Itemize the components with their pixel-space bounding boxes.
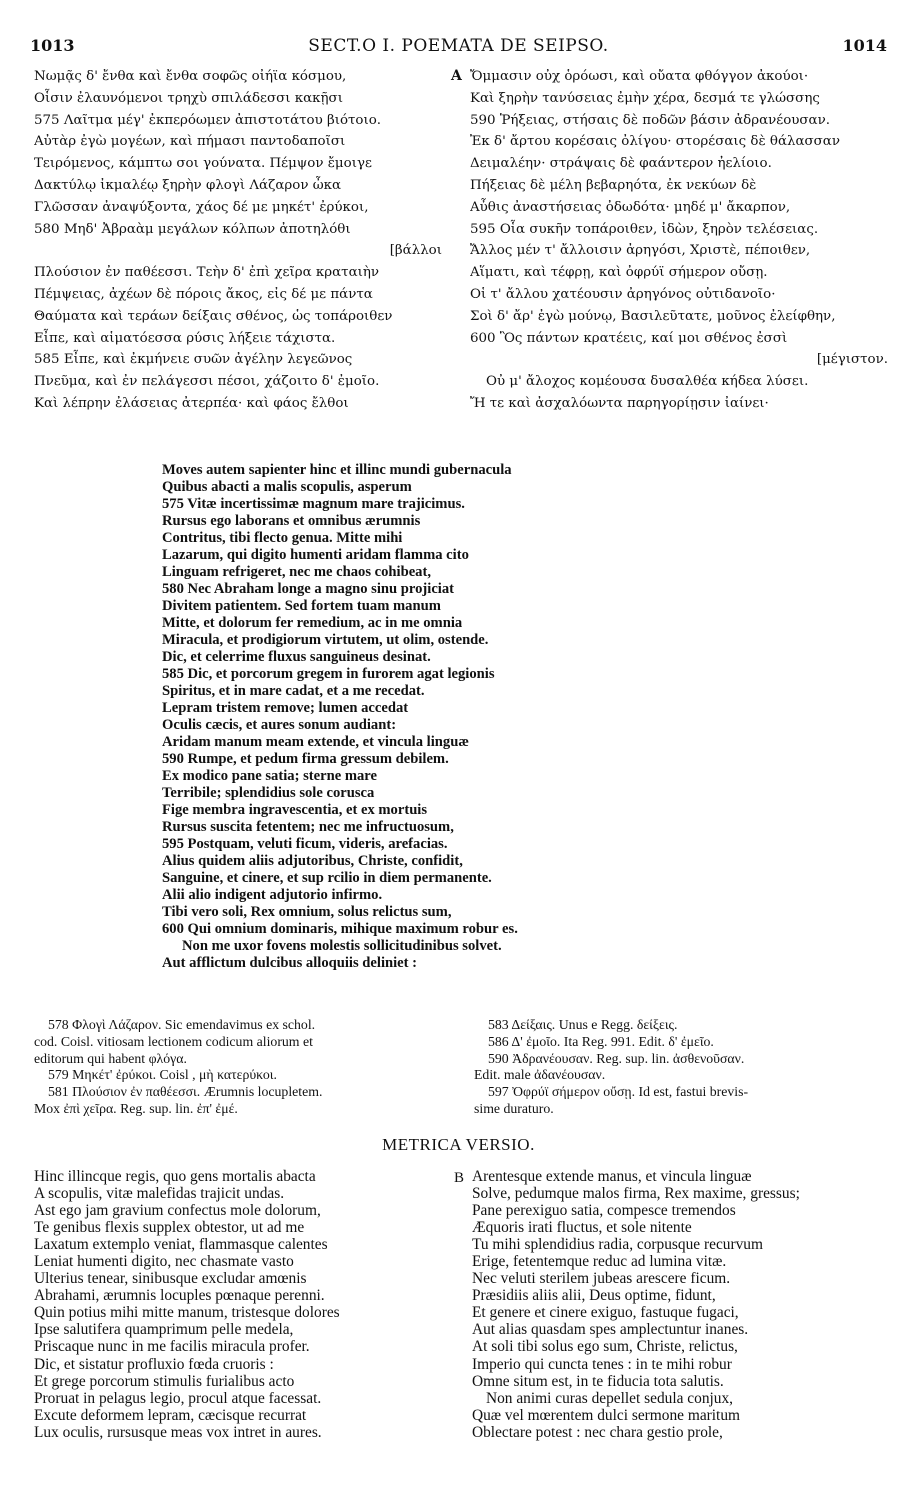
- verse-line: Te genibus flexis supplex obtestor, ut ad me: [34, 1219, 305, 1237]
- verse-line: Proruat in pelagus legio, procul atque facessat.: [34, 1389, 322, 1407]
- verse-line: Quin potius mihi mitte manum, tristesque dolores: [34, 1304, 340, 1322]
- latin-line: 595 Postquam, veluti ficum, videris, arefacias.: [162, 836, 448, 852]
- greek-line: Πνεῦμα, καὶ ἐν πελάγεσσι πέσοι, χάζοιτο δ' ἐμοῖο.: [34, 374, 380, 390]
- greek-line: 580 Μηδ' Ἀβραὰμ μεγάλων κόλπων ἀποτηλόθι: [34, 221, 351, 237]
- footnote-line: 586 Δ' ἐμοῖο. Ita Reg. 991. Edit. δ' ἐμεῖο.: [488, 1033, 714, 1049]
- greek-text-left-column: [34, 66, 442, 415]
- verse-line: Et genere et cinere exiguo, fastuque fugaci,: [472, 1304, 739, 1322]
- verse-line: Abrahami, ærumnis locuples pœnaque perenni.: [34, 1287, 325, 1305]
- latin-line: Terribile; splendidius sole coruscа: [162, 785, 375, 801]
- footnote-line: 590 Ἀδρανέουσαν. Reg. sup. lin. ἀσθενοῦσαν.: [488, 1050, 745, 1066]
- latin-line: 590 Rumpe, et pedum firma gressum debilem.: [162, 751, 449, 767]
- latin-line: Tibi vero soli, Rex omnium, solus relictus sum,: [162, 904, 452, 920]
- verse-line: Tu mihi splendidius radia, corpusque recurvum: [472, 1236, 763, 1254]
- greek-line: Πλούσιον ἐν παθέεσσι. Τεὴν δ' ἐπὶ χεῖρα κραταιὴν: [34, 265, 380, 281]
- greek-line: Δειμαλέην· στράψαις δὲ φαάντερον ἠελίοιο.: [470, 156, 772, 172]
- verse-line: Dic, et sistatur profluxio fœda cruoris :: [34, 1355, 274, 1373]
- verse-line: Et grege porcorum stimulis furialibus acto: [34, 1372, 295, 1390]
- greek-line: Οὐ μ' ἄλοχος κομέουσα δυσαλθέα κήδεα λύσει.: [486, 374, 809, 390]
- latin-line: Lazarum, qui digito humenti aridam flamma cito: [162, 547, 469, 563]
- verse-line: Erige, fetentemque reduc ad lumina vitæ.: [472, 1253, 727, 1271]
- latin-line: Divitem patientem. Sed fortem tuam manum: [162, 598, 441, 614]
- greek-line: Θαύματα καὶ τεράων δείξαις σθένος, ὡς τοπάροιθεν: [34, 308, 393, 324]
- greek-line-continuation: [βάλλοι: [389, 243, 442, 259]
- latin-line: Mitte, et dolorum fer remedium, ac in me omnia: [162, 615, 463, 631]
- footnote-line: Mox ἐπὶ χεῖρα. Reg. sup. lin. ἐπ' ἐμέ.: [34, 1100, 238, 1116]
- latin-line: Alii alio indigent adjutorio infirmo.: [162, 887, 383, 903]
- latin-line: Lepram tristem remove; lumen accedat: [162, 700, 409, 716]
- greek-line: Γλῶσσαν ἀναψύξοντα, χάος δέ με μηκέτ' ἐρύκοι,: [34, 199, 369, 215]
- footnote-line: Edit. male ἀδανέουσαν.: [474, 1067, 606, 1083]
- latin-line: Contritus, tibi flecto genua. Mitte mihi: [162, 530, 403, 546]
- verse-line: Laxatum extemplo veniat, flammasque calentes: [34, 1236, 328, 1254]
- verse-line: Imperio qui cuncta tenes : in te mihi robur: [472, 1355, 732, 1373]
- latin-line: Oculis cæcis, et aures sonum audiant:: [162, 717, 397, 733]
- greek-line: Ὄμμασιν οὐχ ὁρόωσι, καὶ οὔατα φθόγγον ἀκούοι·: [470, 69, 809, 84]
- greek-line: Ἐκ δ' ἄρτου κορέσαις ὀλίγου· στορέσαις δὲ θάλασσαν: [470, 134, 840, 150]
- latin-line: Aut afflictum dulcibus alloquiis deliniet :: [162, 955, 418, 971]
- page-number-left: 1013: [30, 36, 75, 55]
- verse-line: Ulterius tenear, sinibusque excludar amœnis: [34, 1270, 307, 1288]
- latin-line: Quibus abacti a malis scopulis, asperum: [162, 479, 412, 495]
- greek-line: Οἱ τ' ἄλλου χατέουσιν ἀρηγόνος οὐτιδανοῖο·: [470, 286, 776, 302]
- greek-line: Αὐτὰρ ἐγὼ μογέων, καὶ πήμασι παντοδαποῖσι: [34, 134, 346, 150]
- greek-line: 590 Ῥήξειας, στήσαις δὲ ποδῶν βάσιν ἀδρανέουσαν.: [470, 112, 830, 128]
- verse-line: Excute deformem lepram, cæcisque recurrat: [34, 1406, 307, 1424]
- metrica-versio-heading: METRICA VERSIO.: [382, 1135, 535, 1154]
- running-header: [30, 36, 887, 58]
- verse-line: Leniat humenti digito, nec chasmate vasto: [34, 1253, 294, 1271]
- metrica-versio-left-column: [34, 1168, 446, 1441]
- latin-line: Sanguine, et cinere, et sup rcilio in diem permanente.: [162, 870, 492, 886]
- greek-line: Τειρόμενος, κάμπτω σοι γούνατα. Πέμψον ἔμοιγε: [34, 156, 372, 172]
- greek-line: Ἤ τε καὶ ἀσχαλόωντα παρηγορίῃσιν ἰαίνει·: [470, 395, 769, 411]
- footnote-line: 597 Ὀφρύϊ σήμερον οὔσῃ. Id est, fastui brevis-: [488, 1084, 749, 1100]
- verse-line: Hinc illincque regis, quo gens mortalis abacta: [34, 1168, 316, 1185]
- latin-line: 585 Dic, et porcorum gregem in furorem agat legionis: [162, 666, 495, 682]
- latin-line: Rursus ego laborans et omnibus ærumnis: [162, 513, 421, 529]
- latin-line: 575 Vitæ incertissimæ magnum mare trajicimus.: [162, 496, 465, 512]
- verse-line: Arentesque extende manus, et vincula linguæ: [472, 1168, 752, 1185]
- verse-line: Æquoris irati fluctus, et sole nitente: [472, 1219, 692, 1237]
- latin-line: Ex modico pane satia; sterne mare: [162, 768, 377, 784]
- greek-line: Σοὶ δ' ἄρ' ἐγὼ μούνῳ, Βασιλεῦτατε, μοῦνος ἐλείφθην,: [470, 308, 836, 324]
- verse-line: Non animi curas depellet sedula conjux,: [486, 1389, 734, 1407]
- verse-line: Solve, pedumque malos firma, Rex maxime, gressus;: [472, 1185, 800, 1203]
- verse-line: Priscaque nunc in me facilis miracula profer.: [34, 1338, 310, 1356]
- footnote-line: editorum qui habent φλόγα.: [34, 1050, 187, 1066]
- greek-line: Νωμᾷς δ' ἔνθα καὶ ἔνθα σοφῶς οἰήϊα κόσμου,: [34, 69, 347, 84]
- latin-line: Aridam manum meam extende, et vincula linguæ: [162, 734, 469, 750]
- greek-line: Καὶ ξηρὴν τανύσειας ἐμὴν χέρα, δεσμά τε γλώσσης: [470, 90, 820, 106]
- greek-line: Πέμψειας, ἀχέων δὲ πόροις ἄκος, εἰς δέ με πάντα: [34, 286, 373, 302]
- verse-line: Pane perexiguo satia, compesce tremendos: [472, 1202, 736, 1220]
- latin-line: Linguam refrigeret, nec me chaos cohibeat,: [162, 564, 431, 580]
- latin-line: Spiritus, et in mare cadat, et a me recedat.: [162, 683, 425, 699]
- footnote-line: cod. Coisl. vitiosam lectionem codicum aliorum et: [34, 1033, 313, 1049]
- latin-line: Dic, et celerrime fluxus sanguineus desinat.: [162, 649, 431, 665]
- verse-line: Ast ego jam gravium confectus mole dolorum,: [34, 1202, 321, 1220]
- verse-line: Oblectare potest : nec chara gestio prole,: [472, 1423, 723, 1441]
- greek-line: Εἶπε, καὶ αἱματόεσσα ρύσις λήξειε τάχιστα.: [34, 330, 336, 346]
- verse-line: Aut alias quasdam spes amplectuntur inanes.: [472, 1321, 749, 1339]
- greek-line: 585 Εἶπε, καὶ ἐκμήνειε συῶν ἀγέλην λεγεῶνος: [34, 352, 353, 368]
- verse-line: Lux oculis, rursusque meas vox intret in aures.: [34, 1423, 322, 1441]
- footnote-line: 579 Μηκέτ' ἐρύκοι. Coisl , μὴ κατερύκοι.: [48, 1067, 277, 1083]
- greek-line: Πήξειας δὲ μέλη βεβαρηότα, ἐκ νεκύων δὲ: [470, 177, 757, 193]
- latin-line: Fige membra ingravescentia, et ex mortuis: [162, 802, 428, 818]
- greek-line-continuation: [μέγιστον.: [816, 352, 888, 368]
- column-marker-a: A: [451, 68, 462, 84]
- footnotes-left: [34, 1017, 454, 1118]
- greek-line: Δακτύλῳ ἰκμαλέῳ ξηρὴν φλογὶ Λάζαρον ὦκα: [34, 177, 342, 193]
- footnote-line: 583 Δείξαις. Unus e Regg. δείξεις.: [488, 1017, 678, 1032]
- column-marker-b: B: [454, 1170, 465, 1186]
- verse-line: Ipse salutifera quamprimum pelle medela,: [34, 1321, 294, 1339]
- latin-line: Rursus suscita fetentem; nec me infructuosum,: [162, 819, 454, 835]
- verse-line: Omne situm est, in te fiducia tota salutis.: [472, 1372, 724, 1390]
- verse-line: Præsidiis aliis alii, Deus optime, fidunt,: [472, 1287, 716, 1305]
- greek-text-right-column: [470, 66, 888, 415]
- latin-line: Miracula, et prodigiorum virtutem, ut olim, ostende.: [162, 632, 489, 648]
- greek-line: Οἷσιν ἐλαυνόμενοι τρηχὺ σπιλάδεσσι κακῇσι: [34, 90, 343, 106]
- latin-line: 580 Nec Abraham longe a magno sinu projiciat: [162, 581, 455, 597]
- greek-line: Αἵματι, καὶ τέφρῃ, καὶ ὀφρύϊ σήμερον οὔσῃ.: [470, 265, 768, 281]
- section-title: SECT.O I. POEMATA DE SEIPSO.: [308, 36, 609, 56]
- metrica-versio-right-column: [472, 1168, 890, 1441]
- verse-line: Quæ vel mœrentem dulci sermone maritum: [472, 1406, 740, 1424]
- verse-line: Nec veluti sterilem jubeas arescere ficum.: [472, 1270, 731, 1288]
- greek-line: Καὶ λέπρην ἐλάσειας ἀτερπέα· καὶ φάος ἔλθοι: [34, 395, 349, 411]
- verse-line: A scopulis, vitæ malefidas trajicit undas.: [34, 1185, 285, 1203]
- greek-line: Ἄλλος μέν τ' ἄλλοισιν ἀρηγόσι, Χριστὲ, πέποιθεν,: [470, 243, 811, 259]
- footnote-line: 581 Πλούσιον ἐν παθέεσσι. Ærumnis locupletem.: [48, 1084, 323, 1100]
- verse-line: At soli tibi solus ego sum, Christe, relictus,: [472, 1338, 738, 1356]
- greek-line: 600 Ὃς πάντων κρατέεις, καί μοι σθένος ἐσσὶ: [470, 330, 788, 346]
- latin-line: Alius quidem aliis adjutoribus, Christe, confidit,: [162, 853, 463, 869]
- page-number-right: 1014: [842, 36, 887, 55]
- latin-line: 600 Qui omnium dominaris, mihique maximum robur es.: [162, 921, 518, 937]
- greek-line: 575 Λαῖτμα μέγ' ἐκπερόωμεν ἀπιστοτάτου βιότοιο.: [34, 112, 382, 128]
- greek-line: Αὖθις ἀναστήσειας ὀδωδότα· μηδέ μ' ἄκαρπον,: [470, 199, 791, 215]
- latin-line: Non me uxor fovens molestis sollicitudinibus solvet.: [182, 938, 502, 954]
- footnote-line: sime duraturo.: [474, 1100, 554, 1116]
- footnote-line: 578 Φλογὶ Λάζαρον. Sic emendavimus ex schol.: [48, 1017, 316, 1032]
- footnotes-right: [474, 1017, 894, 1118]
- greek-line: 595 Οἷα συκῆν τοπάροιθεν, ἰδὼν, ξηρὸν τελέσειας.: [470, 221, 819, 237]
- latin-line: Moves autem sapienter hinc et illinc mundi gubernacula: [162, 462, 512, 478]
- latin-prose-translation: [162, 462, 518, 972]
